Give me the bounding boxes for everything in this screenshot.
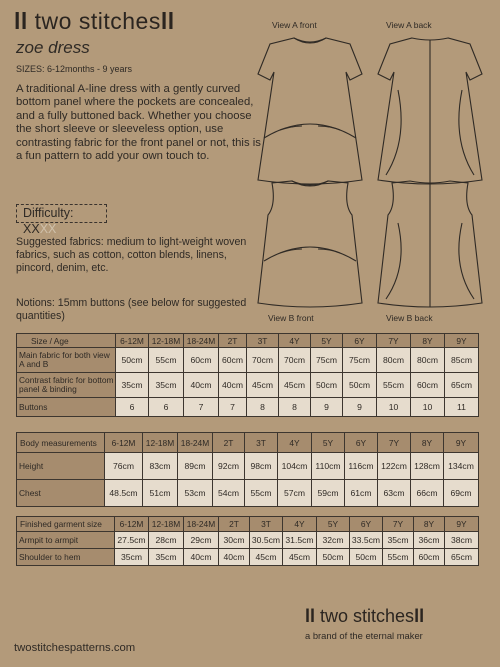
table-cell: 8 bbox=[279, 398, 311, 417]
table-header-cell: 5Y bbox=[312, 433, 345, 453]
table-header-cell: 18-24M bbox=[178, 433, 213, 453]
table-header-cell: Size / Age bbox=[17, 334, 116, 348]
finished-garment-table bbox=[16, 516, 479, 566]
table-cell: 92cm bbox=[213, 453, 245, 480]
table-header-cell: 9Y bbox=[444, 433, 479, 453]
table-cell: 40cm bbox=[219, 373, 247, 398]
pattern-sizes: SIZES: 6-12months - 9 years bbox=[16, 64, 133, 74]
table-header-cell: 3T bbox=[247, 334, 279, 348]
table-row bbox=[17, 373, 479, 398]
table-header-cell: 8Y bbox=[414, 517, 445, 532]
row-label: Armpit to armpit bbox=[17, 532, 115, 549]
table-cell: 36cm bbox=[414, 532, 445, 549]
table-header-cell: 8Y bbox=[411, 433, 444, 453]
table-cell: 134cm bbox=[444, 453, 479, 480]
table-cell: 35cm bbox=[115, 549, 149, 566]
table-cell: 28cm bbox=[149, 532, 184, 549]
table-cell: 8 bbox=[247, 398, 279, 417]
table-cell: 27.5cm bbox=[115, 532, 149, 549]
table-cell: 40cm bbox=[184, 549, 219, 566]
brand-name: two stitches bbox=[34, 8, 161, 34]
table-cell: 6 bbox=[149, 398, 184, 417]
table-cell: 53cm bbox=[178, 480, 213, 507]
table-cell: 50cm bbox=[350, 549, 383, 566]
table-cell: 35cm bbox=[149, 549, 184, 566]
table-header-cell: 18-24M bbox=[184, 334, 219, 348]
table-cell: 70cm bbox=[279, 348, 311, 373]
table-cell: 116cm bbox=[345, 453, 378, 480]
table-row bbox=[17, 549, 479, 566]
row-label: Shoulder to hem bbox=[17, 549, 115, 566]
table-cell: 38cm bbox=[445, 532, 479, 549]
table-cell: 32cm bbox=[317, 532, 350, 549]
view-b-back-sketch bbox=[370, 175, 490, 315]
garment-table-header-row bbox=[17, 517, 479, 532]
table-cell: 10 bbox=[377, 398, 411, 417]
view-a-back-sketch bbox=[370, 30, 490, 190]
view-b-back-label: View B back bbox=[386, 313, 433, 323]
row-label: Height bbox=[17, 453, 105, 480]
table-cell: 60cm bbox=[219, 348, 247, 373]
table-cell: 80cm bbox=[411, 348, 445, 373]
table-header-cell: 2T bbox=[213, 433, 245, 453]
table-header-cell: 6-12M bbox=[105, 433, 143, 453]
table-header-cell: 6Y bbox=[343, 334, 377, 348]
difficulty-label: Difficulty: bbox=[23, 206, 74, 220]
table-cell: 104cm bbox=[278, 453, 312, 480]
fabric-table-header-row bbox=[17, 334, 479, 348]
body-measurements-table bbox=[16, 432, 479, 507]
table-cell: 7 bbox=[219, 398, 247, 417]
table-cell: 10 bbox=[411, 398, 445, 417]
brand-tagline: a brand of the eternal maker bbox=[305, 630, 423, 641]
brand-logo-bottom: ll two stitchesll bbox=[305, 606, 425, 626]
table-cell: 65cm bbox=[445, 549, 479, 566]
table-cell: 45cm bbox=[279, 373, 311, 398]
fabric-requirements-table bbox=[16, 333, 479, 417]
table-cell: 30cm bbox=[219, 532, 250, 549]
table-header-cell: 6Y bbox=[345, 433, 378, 453]
table-cell: 40cm bbox=[184, 373, 219, 398]
table-row bbox=[17, 480, 479, 507]
table-header-cell: 7Y bbox=[378, 433, 411, 453]
table-cell: 128cm bbox=[411, 453, 444, 480]
table-cell: 66cm bbox=[411, 480, 444, 507]
table-header-cell: Finished garment size bbox=[17, 517, 115, 532]
table-cell: 7 bbox=[184, 398, 219, 417]
body-table-header-row bbox=[17, 433, 479, 453]
table-cell: 55cm bbox=[377, 373, 411, 398]
view-b-front-sketch bbox=[250, 175, 370, 315]
table-row bbox=[17, 348, 479, 373]
difficulty-level-active: XX bbox=[23, 222, 40, 236]
table-cell: 55cm bbox=[149, 348, 184, 373]
table-cell: 110cm bbox=[312, 453, 345, 480]
table-header-cell: 8Y bbox=[411, 334, 445, 348]
view-a-front-label: View A front bbox=[272, 20, 317, 30]
table-row bbox=[17, 398, 479, 417]
table-cell: 33.5cm bbox=[350, 532, 383, 549]
table-cell: 59cm bbox=[312, 480, 345, 507]
table-header-cell: 6-12M bbox=[116, 334, 149, 348]
table-cell: 35cm bbox=[149, 373, 184, 398]
table-header-cell: 3T bbox=[245, 433, 278, 453]
table-header-cell: 9Y bbox=[445, 334, 479, 348]
table-header-cell: 12-18M bbox=[149, 517, 184, 532]
table-cell: 9 bbox=[311, 398, 343, 417]
table-cell: 55cm bbox=[383, 549, 414, 566]
table-cell: 63cm bbox=[378, 480, 411, 507]
table-cell: 9 bbox=[343, 398, 377, 417]
table-cell: 54cm bbox=[213, 480, 245, 507]
table-cell: 50cm bbox=[317, 549, 350, 566]
table-cell: 40cm bbox=[219, 549, 250, 566]
view-a-back-label: View A back bbox=[386, 20, 432, 30]
table-cell: 60cm bbox=[414, 549, 445, 566]
table-header-cell: 6-12M bbox=[115, 517, 149, 532]
table-header-cell: 3T bbox=[250, 517, 283, 532]
table-cell: 11 bbox=[445, 398, 479, 417]
table-cell: 57cm bbox=[278, 480, 312, 507]
website-url[interactable]: twostitchespatterns.com bbox=[14, 642, 136, 654]
row-label: Chest bbox=[17, 480, 105, 507]
table-cell: 65cm bbox=[445, 373, 479, 398]
table-header-cell: 5Y bbox=[317, 517, 350, 532]
table-cell: 6 bbox=[116, 398, 149, 417]
table-cell: 50cm bbox=[311, 373, 343, 398]
table-cell: 29cm bbox=[184, 532, 219, 549]
table-cell: 45cm bbox=[283, 549, 317, 566]
table-header-cell: Body measurements bbox=[17, 433, 105, 453]
table-cell: 98cm bbox=[245, 453, 278, 480]
table-cell: 122cm bbox=[378, 453, 411, 480]
table-cell: 31.5cm bbox=[283, 532, 317, 549]
difficulty-box bbox=[16, 204, 107, 236]
row-label: Main fabric for both view A and B bbox=[17, 348, 116, 373]
table-cell: 75cm bbox=[343, 348, 377, 373]
table-cell: 35cm bbox=[116, 373, 149, 398]
table-header-cell: 7Y bbox=[383, 517, 414, 532]
table-header-cell: 5Y bbox=[311, 334, 343, 348]
view-a-front-sketch bbox=[250, 30, 370, 190]
table-header-cell: 4Y bbox=[278, 433, 312, 453]
row-label: Buttons bbox=[17, 398, 116, 417]
pattern-title: zoe dress bbox=[16, 38, 90, 57]
table-row bbox=[17, 532, 479, 549]
table-cell: 60cm bbox=[411, 373, 445, 398]
table-cell: 35cm bbox=[383, 532, 414, 549]
brand-name-bottom: two stitches bbox=[320, 606, 415, 626]
table-header-cell: 7Y bbox=[377, 334, 411, 348]
table-cell: 48.5cm bbox=[105, 480, 143, 507]
table-header-cell: 4Y bbox=[279, 334, 311, 348]
table-cell: 70cm bbox=[247, 348, 279, 373]
pattern-description: A traditional A-line dress with a gently curved bottom panel where the pockets are concealed, and a fully buttoned back. Whether you choose the short sleeve or sleeveless option, use contrasting fabric for the front panel or not, this is a fun pattern to add your own touch to. bbox=[16, 83, 261, 163]
table-header-cell: 6Y bbox=[350, 517, 383, 532]
table-header-cell: 2T bbox=[219, 334, 247, 348]
table-header-cell: 18-24M bbox=[184, 517, 219, 532]
table-cell: 69cm bbox=[444, 480, 479, 507]
table-cell: 89cm bbox=[178, 453, 213, 480]
table-cell: 80cm bbox=[377, 348, 411, 373]
table-header-cell: 2T bbox=[219, 517, 250, 532]
table-cell: 76cm bbox=[105, 453, 143, 480]
table-cell: 50cm bbox=[343, 373, 377, 398]
table-header-cell: 12-18M bbox=[143, 433, 178, 453]
notions-text: Notions: 15mm buttons (see below for suggested quantities) bbox=[16, 297, 247, 322]
table-cell: 61cm bbox=[345, 480, 378, 507]
table-cell: 55cm bbox=[245, 480, 278, 507]
table-cell: 45cm bbox=[247, 373, 279, 398]
row-label: Contrast fabric for bottom panel & binding bbox=[17, 373, 116, 398]
table-cell: 75cm bbox=[311, 348, 343, 373]
brand-logo-top: ll two stitchesll bbox=[14, 8, 175, 34]
table-cell: 60cm bbox=[184, 348, 219, 373]
table-cell: 30.5cm bbox=[250, 532, 283, 549]
table-cell: 85cm bbox=[445, 348, 479, 373]
table-cell: 51cm bbox=[143, 480, 178, 507]
table-cell: 50cm bbox=[116, 348, 149, 373]
suggested-fabrics: Suggested fabrics: medium to light-weight woven fabrics, such as cotton, cotton blends, linens, pincord, denim, etc. bbox=[16, 236, 247, 274]
table-cell: 45cm bbox=[250, 549, 283, 566]
table-cell: 83cm bbox=[143, 453, 178, 480]
difficulty-level-inactive: XX bbox=[39, 222, 57, 236]
view-b-front-label: View B front bbox=[268, 313, 314, 323]
table-header-cell: 9Y bbox=[445, 517, 479, 532]
table-row bbox=[17, 453, 479, 480]
table-header-cell: 4Y bbox=[283, 517, 317, 532]
table-header-cell: 12-18M bbox=[149, 334, 184, 348]
